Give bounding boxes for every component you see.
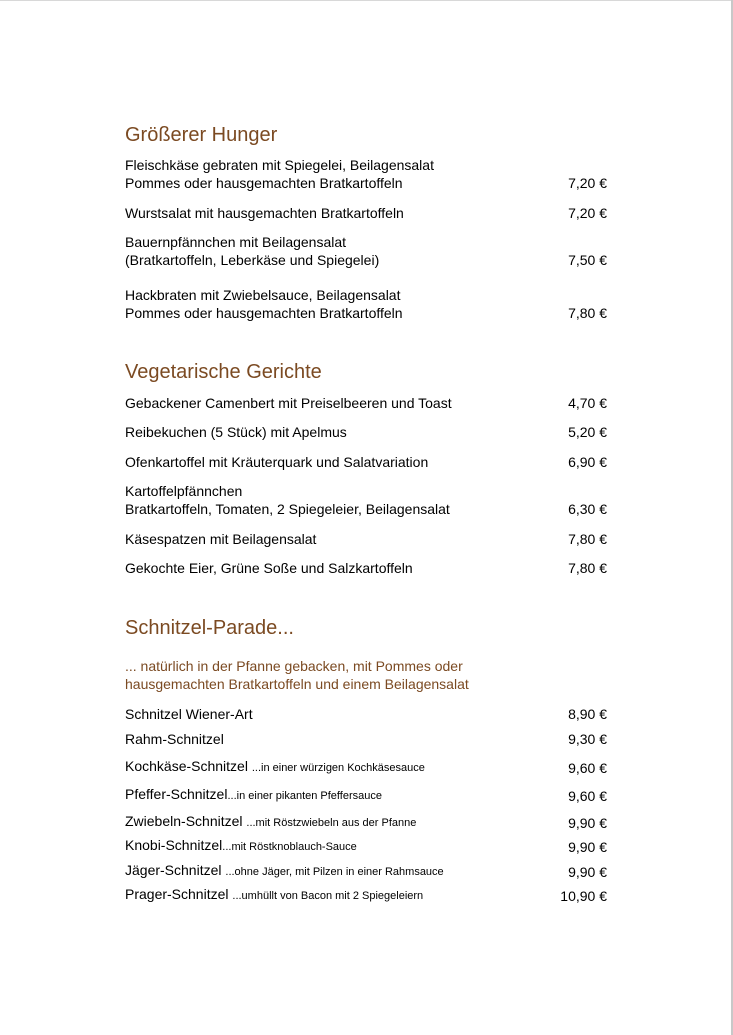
section-title-vegetarische-gerichte: Vegetarische Gerichte <box>125 361 322 383</box>
item-name: Rahm-Schnitzel <box>125 731 224 747</box>
item-price: 6,90 € <box>568 454 607 470</box>
item-price: 7,20 € <box>568 175 607 191</box>
menu-item <box>125 530 607 548</box>
subtitle-line: hausgemachten Bratkartoffeln und einem Beilagensalat <box>125 676 469 692</box>
item-price: 9,60 € <box>568 788 607 804</box>
item-note: ...mit Röstknoblauch-Sauce <box>222 841 357 853</box>
item-note: ...in einer würzigen Kochkäsesauce <box>251 762 425 774</box>
menu-item <box>125 861 607 881</box>
item-price: 9,90 € <box>568 864 607 880</box>
item-description: Pommes oder hausgemachten Bratkartoffeln <box>125 305 403 321</box>
menu-item <box>125 423 607 441</box>
item-note: ...in einer pikanten Pfeffersauce <box>227 790 382 802</box>
menu-item <box>125 453 607 471</box>
item-description: Pommes oder hausgemachten Bratkartoffeln <box>125 175 403 191</box>
section-subtitle <box>125 657 525 693</box>
item-price: 5,20 € <box>568 424 607 440</box>
item-description: Reibekuchen (5 Stück) mit Apelmus <box>125 424 347 440</box>
item-price: 7,80 € <box>568 305 607 321</box>
subtitle-line: ... natürlich in der Pfanne gebacken, mit Pommes oder <box>125 658 463 674</box>
menu-item <box>125 812 607 832</box>
item-note: ...mit Röstzwiebeln aus der Pfanne <box>246 817 417 829</box>
menu-item <box>125 730 607 748</box>
menu-item <box>125 559 607 577</box>
item-name: Jäger-Schnitzel <box>125 862 226 878</box>
item-name: Schnitzel Wiener-Art <box>125 706 253 722</box>
item-price: 8,90 € <box>568 706 607 722</box>
item-price: 7,50 € <box>568 252 607 268</box>
item-description: Käsespatzen mit Beilagensalat <box>125 531 317 547</box>
item-description: Fleischkäse gebraten mit Spiegelei, Beilagensalat <box>125 157 434 173</box>
item-price: 6,30 € <box>568 501 607 517</box>
item-note: ...umhüllt von Bacon mit 2 Spiegeleiern <box>232 890 424 902</box>
item-price: 9,30 € <box>568 731 607 747</box>
item-description: Bratkartoffeln, Tomaten, 2 Spiegeleier, Beilagensalat <box>125 501 450 517</box>
item-name: Prager-Schnitzel <box>125 886 233 902</box>
menu-item <box>125 785 607 805</box>
item-price: 7,80 € <box>568 531 607 547</box>
item-price: 7,20 € <box>568 205 607 221</box>
item-description: Wurstsalat mit hausgemachten Bratkartoffeln <box>125 205 404 221</box>
item-price: 9,90 € <box>568 839 607 855</box>
menu-item <box>125 482 607 518</box>
section-title-schnitzel-parade: Schnitzel-Parade... <box>125 617 294 639</box>
menu-item <box>125 394 607 412</box>
menu-item <box>125 836 607 856</box>
menu-item <box>125 757 607 777</box>
item-price: 4,70 € <box>568 395 607 411</box>
item-name: Zwiebeln-Schnitzel <box>125 813 247 829</box>
item-name: Knobi-Schnitzel <box>125 837 223 853</box>
menu-item <box>125 156 607 192</box>
item-description: Kartoffelpfännchen <box>125 483 243 499</box>
section-title-groesserer-hunger: Größerer Hunger <box>125 124 278 146</box>
item-description: (Bratkartoffeln, Leberkäse und Spiegelei) <box>125 252 380 268</box>
menu-item <box>125 705 607 723</box>
menu-item <box>125 885 607 905</box>
menu-item <box>125 286 607 322</box>
item-description: Bauernpfännchen mit Beilagensalat <box>125 234 347 250</box>
item-note: ...ohne Jäger, mit Pilzen in einer Rahmsauce <box>225 866 444 878</box>
item-description: Gekochte Eier, Grüne Soße und Salzkartoffeln <box>125 560 413 576</box>
item-price: 9,60 € <box>568 760 607 776</box>
item-description: Hackbraten mit Zwiebelsauce, Beilagensalat <box>125 287 401 303</box>
item-description: Ofenkartoffel mit Kräuterquark und Salatvariation <box>125 454 429 470</box>
item-price: 10,90 € <box>560 888 607 904</box>
page-top-border <box>0 0 733 1</box>
item-price: 7,80 € <box>568 560 607 576</box>
item-name: Kochkäse-Schnitzel <box>125 758 252 774</box>
item-price: 9,90 € <box>568 815 607 831</box>
item-description: Gebackener Camenbert mit Preiselbeeren und Toast <box>125 395 452 411</box>
item-name: Pfeffer-Schnitzel <box>125 786 228 802</box>
menu-item <box>125 233 607 269</box>
menu-item <box>125 204 607 222</box>
